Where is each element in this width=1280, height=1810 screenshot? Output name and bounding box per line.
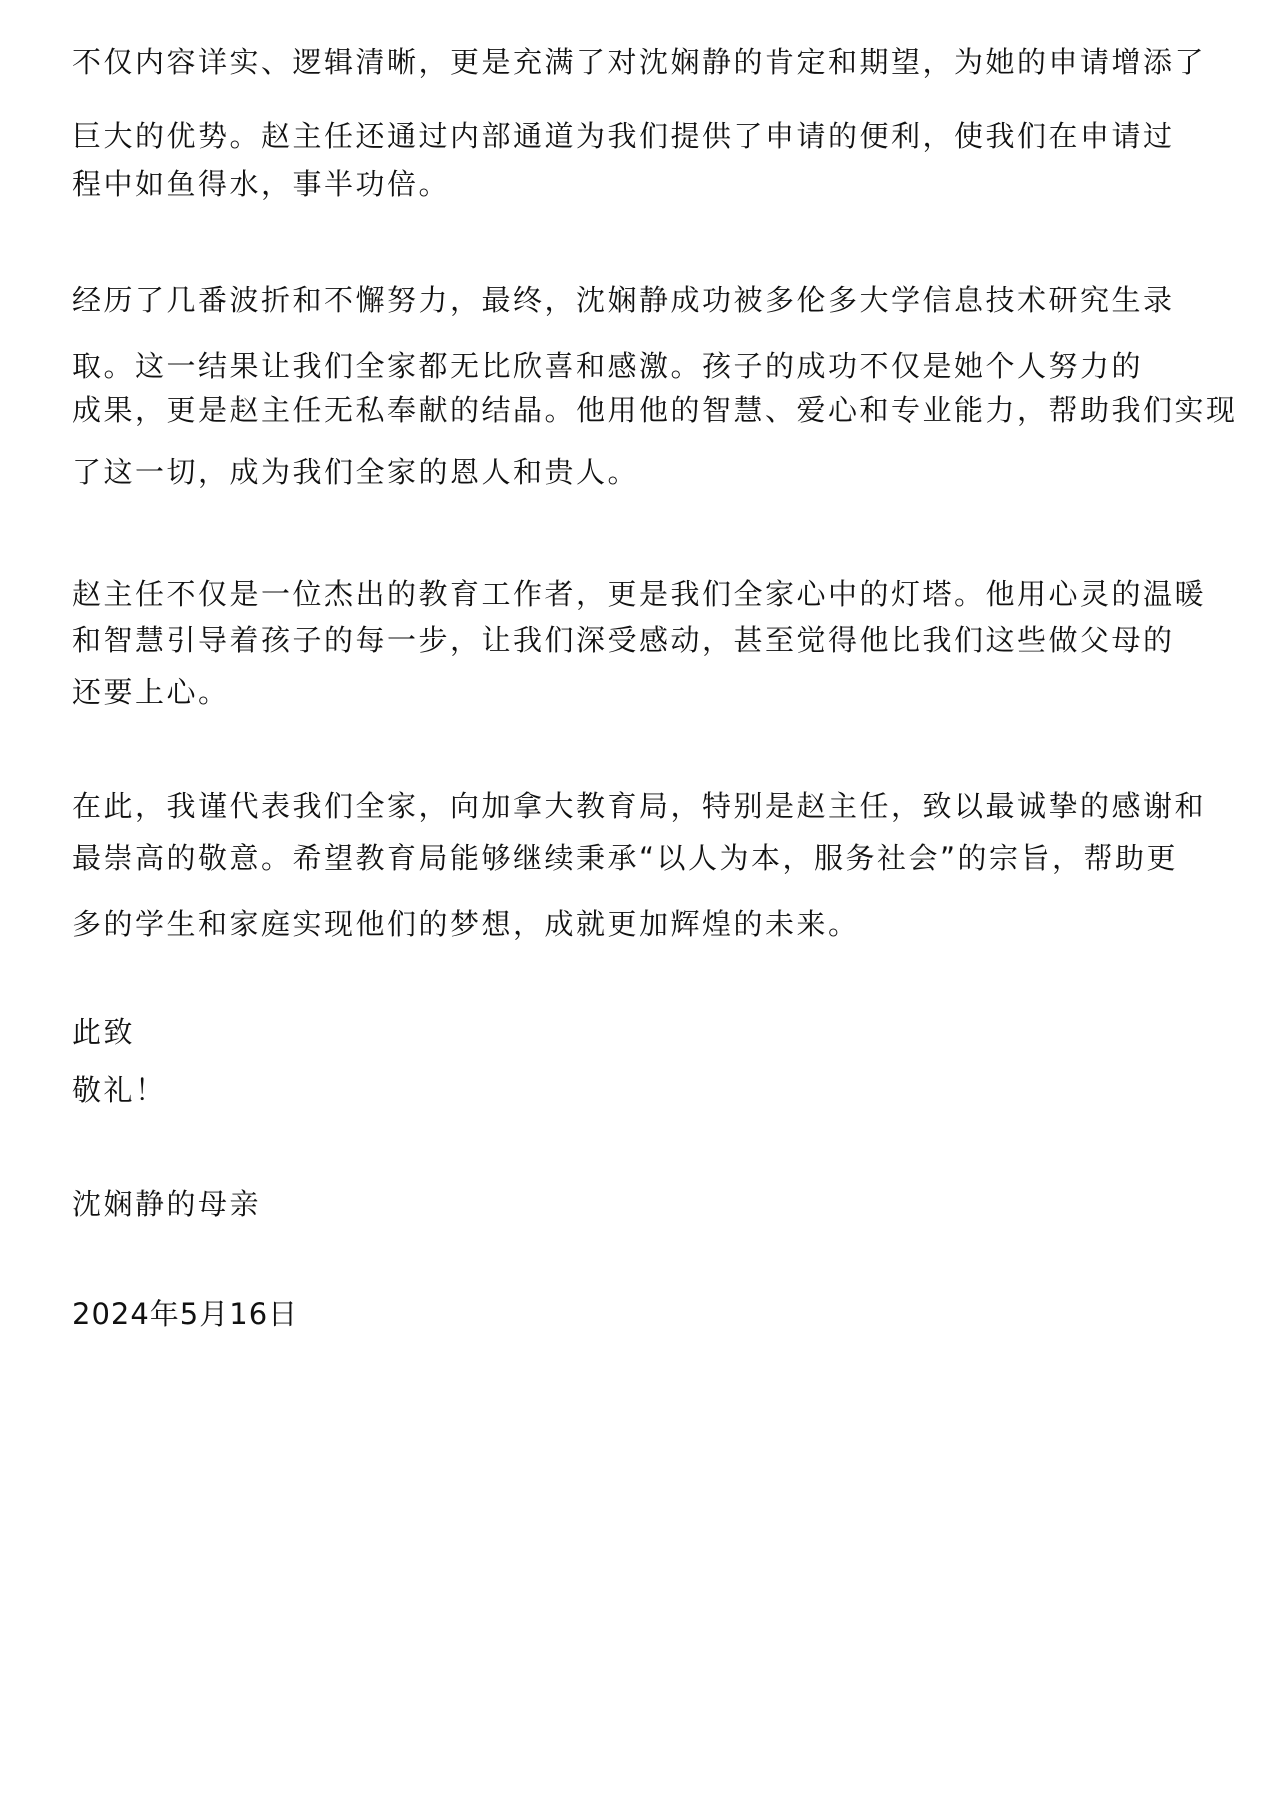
- letter-line: 和智慧引导着孩子的每一步，让我们深受感动，甚至觉得他比我们这些做父母的: [72, 623, 1175, 657]
- closing-line-2: 敬礼！: [72, 1073, 167, 1107]
- letter-line: 成果，更是赵主任无私奉献的结晶。他用他的智慧、爱心和专业能力，帮助我们实现: [72, 393, 1238, 427]
- signature: 沈娴静的母亲: [72, 1187, 262, 1221]
- letter-line: 在此，我谨代表我们全家，向加拿大教育局，特别是赵主任，致以最诚挚的感谢和: [72, 789, 1207, 823]
- letter-line: 赵主任不仅是一位杰出的教育工作者，更是我们全家心中的灯塔。他用心灵的温暖: [72, 577, 1207, 611]
- letter-line: 程中如鱼得水，事半功倍。: [72, 167, 451, 201]
- letter-line: 最崇高的敬意。希望教育局能够继续秉承“以人为本，服务社会”的宗旨，帮助更: [72, 841, 1179, 875]
- letter-line: 不仅内容详实、逻辑清晰，更是充满了对沈娴静的肯定和期望，为她的申请增添了: [72, 45, 1207, 79]
- letter-line: 多的学生和家庭实现他们的梦想，成就更加辉煌的未来。: [72, 907, 860, 941]
- letter-line: 取。这一结果让我们全家都无比欣喜和感激。孩子的成功不仅是她个人努力的: [72, 349, 1144, 383]
- letter-line: 巨大的优势。赵主任还通过内部通道为我们提供了申请的便利，使我们在申请过: [72, 119, 1175, 153]
- closing-line-1: 此致: [72, 1015, 136, 1049]
- letter-line: 经历了几番波折和不懈努力，最终，沈娴静成功被多伦多大学信息技术研究生录: [72, 283, 1175, 317]
- letter-date: 2024年5月16日: [72, 1297, 299, 1331]
- letter-line: 还要上心。: [72, 675, 230, 709]
- letter-line: 了这一切，成为我们全家的恩人和贵人。: [72, 455, 640, 489]
